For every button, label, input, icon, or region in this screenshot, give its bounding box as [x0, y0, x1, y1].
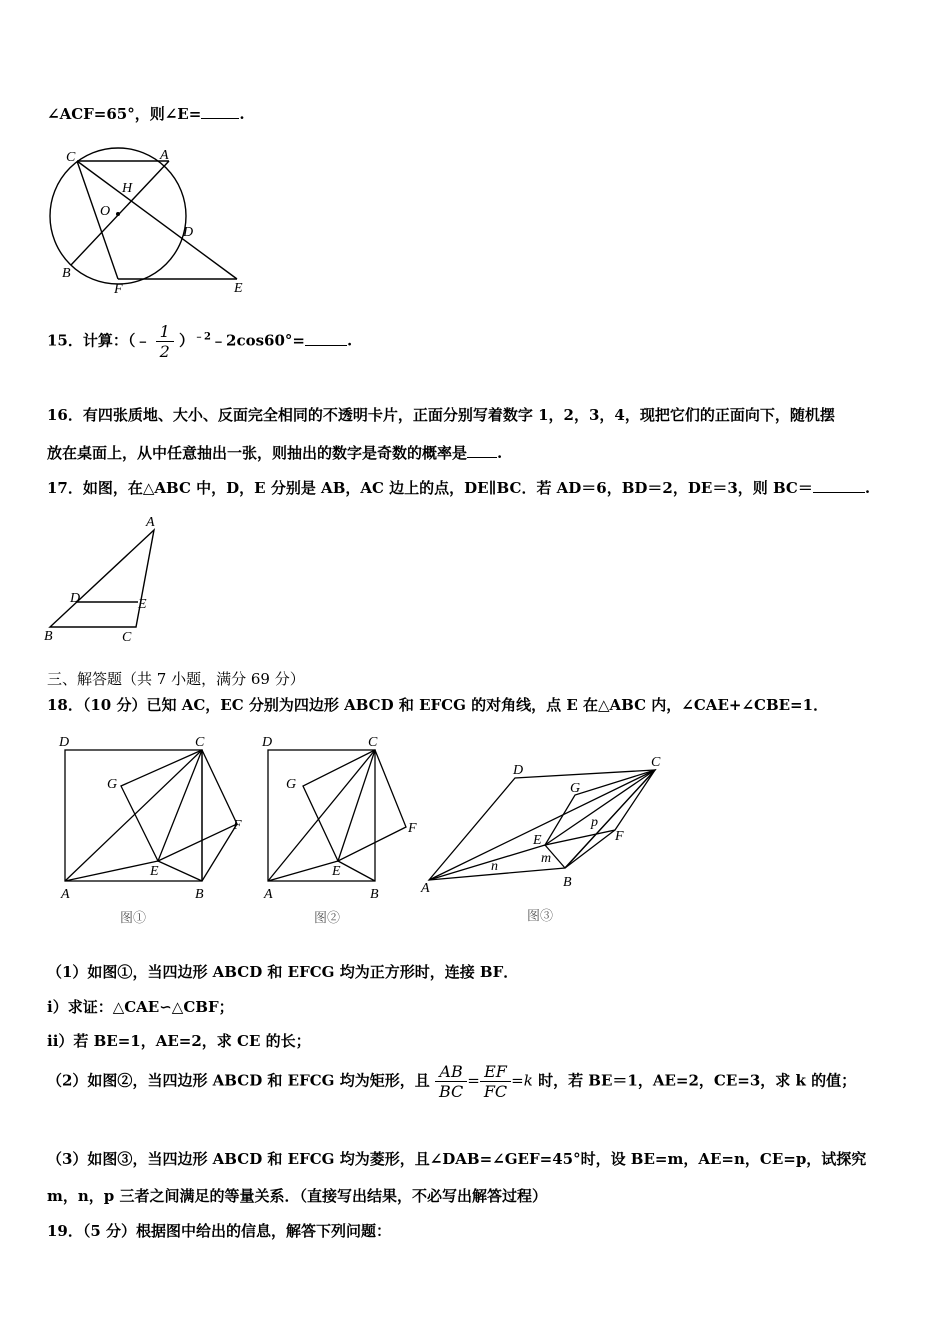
- svg-text:E: E: [533, 833, 542, 848]
- figure-q17: [40, 512, 170, 647]
- svg-text:n: n: [491, 859, 498, 874]
- label-B: B: [44, 629, 53, 644]
- figure-q14: [40, 140, 260, 300]
- svg-text:C: C: [651, 755, 661, 770]
- svg-text:m: m: [541, 851, 552, 866]
- label-A: A: [160, 148, 169, 163]
- fraction-ab-bc: $\frac{AB}{BC}$: [435, 1062, 467, 1101]
- q18-part1-i: i）求证：△CAE∽△CBF；: [47, 998, 234, 1016]
- fraction-half: $\frac{1}{2}$: [156, 322, 174, 361]
- label-H: H: [122, 181, 133, 196]
- svg-text:B: B: [563, 875, 572, 890]
- svg-text:B: B: [370, 887, 379, 902]
- svg-text:A: A: [61, 887, 70, 902]
- q18-part2: （2）如图②，当四边形 ABCD 和 EFCG 均为矩形，且 $\frac{AB}{BC}$ = $\frac{EF}{FC}$ =k 时，若 BE＝1，AE=2，CE=3，求 k 的值；: [47, 1062, 857, 1101]
- section-heading: 三、解答题（共 7 小题，满分 69 分）: [47, 670, 305, 688]
- svg-text:G: G: [286, 777, 297, 792]
- answer-blank: [201, 104, 239, 119]
- q19: 19．（5 分）根据图中给出的信息，解答下列问题：: [47, 1222, 392, 1240]
- svg-text:C: C: [195, 735, 205, 750]
- q18-part1-ii: ii）若 BE=1，AE=2，求 CE 的长；: [47, 1032, 311, 1050]
- svg-text:D: D: [59, 735, 70, 750]
- fraction-ef-fc: $\frac{EF}{FC}$: [480, 1062, 511, 1101]
- svg-text:D: D: [262, 735, 273, 750]
- figure-q18-3: [415, 750, 675, 930]
- q18-part3-line2: m，n，p 三者之间满足的等量关系．（直接写出结果，不必写出解答过程）: [47, 1187, 547, 1205]
- answer-blank: [467, 443, 497, 458]
- label-C: C: [122, 630, 132, 645]
- q15: 15．计算：（﹣ $\frac{1}{2}$ ）$^{﹣2}$﹣2cos60°= .: [47, 322, 353, 361]
- q18-stem: 18．（10 分）已知 AC，EC 分别为四边形 ABCD 和 EFCG 的对角线，点 E 在△ABC 内，∠CAE+∠CBE=1．: [47, 696, 829, 714]
- label-E: E: [138, 597, 147, 612]
- label-F: F: [114, 282, 123, 297]
- svg-text:E: E: [332, 864, 341, 879]
- label-C: C: [66, 150, 76, 165]
- q16-line2: 放在桌面上，从中任意抽出一张，则抽出的数字是奇数的概率是 .: [47, 444, 503, 462]
- label-D: D: [183, 225, 194, 240]
- q18-part1: （1）如图①，当四边形 ABCD 和 EFCG 均为正方形时，连接 BF．: [47, 963, 519, 981]
- svg-text:F: F: [408, 821, 417, 836]
- svg-text:p: p: [591, 815, 598, 830]
- label-B: B: [62, 266, 71, 281]
- figure-q18-1: [55, 730, 255, 930]
- svg-text:G: G: [570, 781, 581, 796]
- svg-text:G: G: [107, 777, 118, 792]
- caption-fig1: 图①: [120, 910, 147, 925]
- svg-text:D: D: [513, 763, 524, 778]
- answer-blank: [813, 478, 865, 493]
- label-A: A: [146, 515, 155, 530]
- svg-text:F: F: [615, 829, 624, 844]
- svg-text:A: A: [421, 881, 430, 896]
- svg-text:E: E: [150, 864, 159, 879]
- svg-text:F: F: [233, 818, 242, 833]
- q17: 17．如图，在△ABC 中，D，E 分别是 AB，AC 边上的点，DE∥BC．若 AD＝6，BD＝2，DE＝3，则 BC＝ .: [47, 479, 871, 497]
- caption-fig2: 图②: [314, 910, 341, 925]
- q16-line1: 16．有四张质地、大小、反面完全相同的不透明卡片，正面分别写着数字 1，2，3，4，现把它们的正面向下，随机摆: [47, 406, 835, 424]
- q18-part3-line1: （3）如图③，当四边形 ABCD 和 EFCG 均为菱形，且∠DAB=∠GEF=45°时，设 BE=m，AE=n，CE=p，试探究: [47, 1150, 867, 1168]
- label-E: E: [234, 281, 243, 296]
- svg-text:A: A: [264, 887, 273, 902]
- answer-blank: [305, 331, 347, 346]
- q14-tail: ∠ACF=65°，则∠E= .: [47, 105, 245, 123]
- figure-q18-2: [258, 730, 428, 930]
- svg-text:C: C: [368, 735, 378, 750]
- svg-text:B: B: [195, 887, 204, 902]
- label-D: D: [70, 591, 81, 606]
- label-O: O: [100, 204, 111, 219]
- caption-fig3: 图③: [527, 908, 554, 923]
